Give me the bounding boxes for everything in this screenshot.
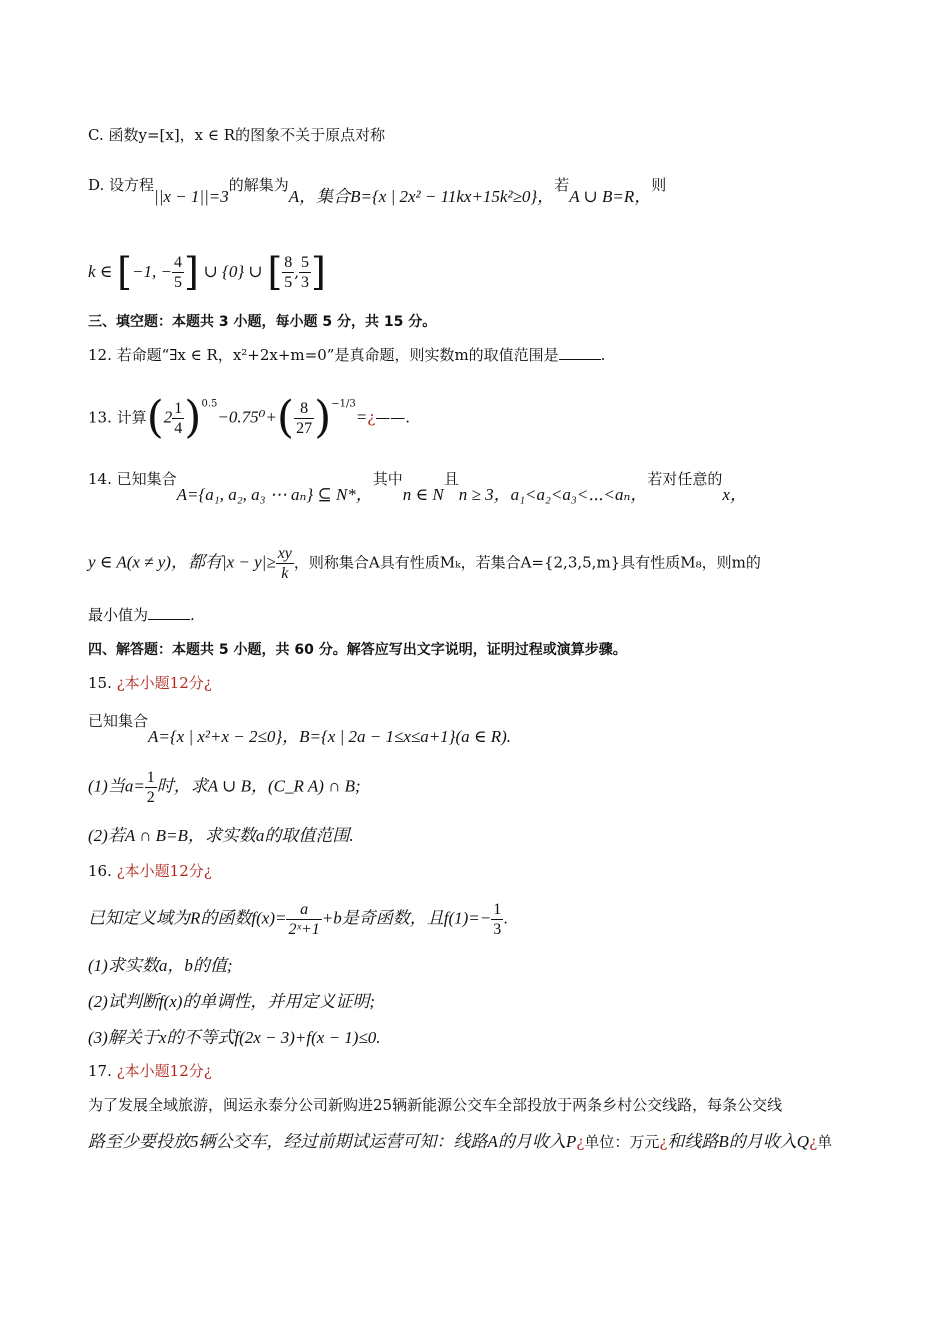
fraction: $\frac{xy}{k}$ xyxy=(277,545,292,583)
answer-blank xyxy=(148,619,190,620)
bracket-open: [ xyxy=(117,250,132,294)
fraction: $\frac{1}{3}$ xyxy=(493,901,502,939)
question-14: 14. 已知集合A={a₁, a₂, a₃ ⋯ aₙ} ⊆ N*，其中n ∈ N且n ≥ 3，a₁<a₂<a₃<⋯<aₙ，若对任意的x， xyxy=(88,470,747,504)
question-17-line-1: 为了发展全域旅游，闽运永泰分公司新购进25辆新能源公交车全部投放于两条乡村公交线路，每条公交线 xyxy=(88,1096,783,1114)
bracket-close: ] xyxy=(311,250,326,294)
question-16-heading: 16. ¿本小题12分¿ xyxy=(88,862,212,880)
question-14-line-2: y ∈ A(x ≠ y)，都有|x − y|≥ $\frac{xy}{k}$ ，则称集合A具有性质Mₖ，若集合A={2,3,5,m}具有性质M₈，则m的 xyxy=(88,545,761,583)
fraction: $\frac{1}{2}$ xyxy=(146,769,155,807)
question-13: 13. 计算(2 $\frac{1}{4}$ )$^{0.5}$−0.75⁰+( $\frac{8}{27}$ )$^{-1/3}$=¿——. xyxy=(88,392,411,443)
question-16-part-1: (1)求实数a，b的值; xyxy=(88,956,233,975)
question-15-heading: 15. ¿本小题12分¿ xyxy=(88,674,212,692)
fraction: $\frac{a}{\text{2ˣ+1}}$ xyxy=(288,901,320,939)
question-12: 12. 若命题“∃x ∈ R，x²+2x+m=0”是真命题，则实数m的取值范围是 . xyxy=(88,346,606,364)
option-c: C. 函数y=[x]，x ∈ R的图象不关于原点对称 xyxy=(88,126,386,144)
fraction: $\frac{8}{5}$ xyxy=(284,254,293,292)
section-4-heading: 四、解答题：本题共 5 小题，共 60 分。解答应写出文字说明，证明过程或演算步骤。 xyxy=(88,642,627,658)
fraction: $\frac{4}{5}$ xyxy=(173,254,182,292)
question-15-part-1: (1)当a= $\frac{1}{2}$ 时，求A ∪ B，(C_R A) ∩ B; xyxy=(88,769,361,807)
option-d-answer: k ∈ [−1, − $\frac{4}{5}$ ] ∪ {0} ∪ [ $\frac{8}{5}$ , $\frac{5}{3}$ ] xyxy=(88,250,326,294)
question-14-line-3: 最小值为 . xyxy=(88,606,195,624)
fraction: $\frac{5}{3}$ xyxy=(301,254,310,292)
answer-blank xyxy=(559,359,601,360)
question-17-heading: 17. ¿本小题12分¿ xyxy=(88,1062,212,1080)
question-15-given: 已知集合A={x | x²+x − 2≤0}，B={x | 2a − 1≤x≤a+1}(a ∈ R). xyxy=(88,712,512,746)
bracket-open: [ xyxy=(267,250,283,294)
section-3-heading: 三、填空题：本题共 3 小题，每小题 5 分，共 15 分。 xyxy=(88,314,437,330)
question-17-line-2: 路至少要投放5辆公交车，经过前期试运营可知：线路A的月收入P¿单位：万元¿和线路B的月收入Q¿单 xyxy=(88,1132,833,1151)
fraction: $\frac{8}{27}$ xyxy=(296,399,313,437)
option-d: D. 设方程||x − 1||=3的解集为A，集合B={x | 2x² − 11kx+15k²≥0}，若A ∪ B=R，则 xyxy=(88,176,667,206)
question-16-part-2: (2)试判断f(x)的单调性，并用定义证明; xyxy=(88,992,376,1011)
bracket-close: ] xyxy=(183,250,199,294)
question-15-part-2: (2)若A ∩ B=B，求实数a的取值范围. xyxy=(88,826,354,845)
fraction: $\frac{1}{4}$ xyxy=(174,399,183,437)
question-16-part-3: (3)解关于x的不等式f(2x − 3)+f(x − 1)≤0. xyxy=(88,1028,381,1047)
question-16-given: 已知定义域为R的函数f(x)= $\frac{a}{\text{2ˣ+1}}$ +b是奇函数，且f(1)=− $\frac{1}{3}$ . xyxy=(88,901,509,939)
